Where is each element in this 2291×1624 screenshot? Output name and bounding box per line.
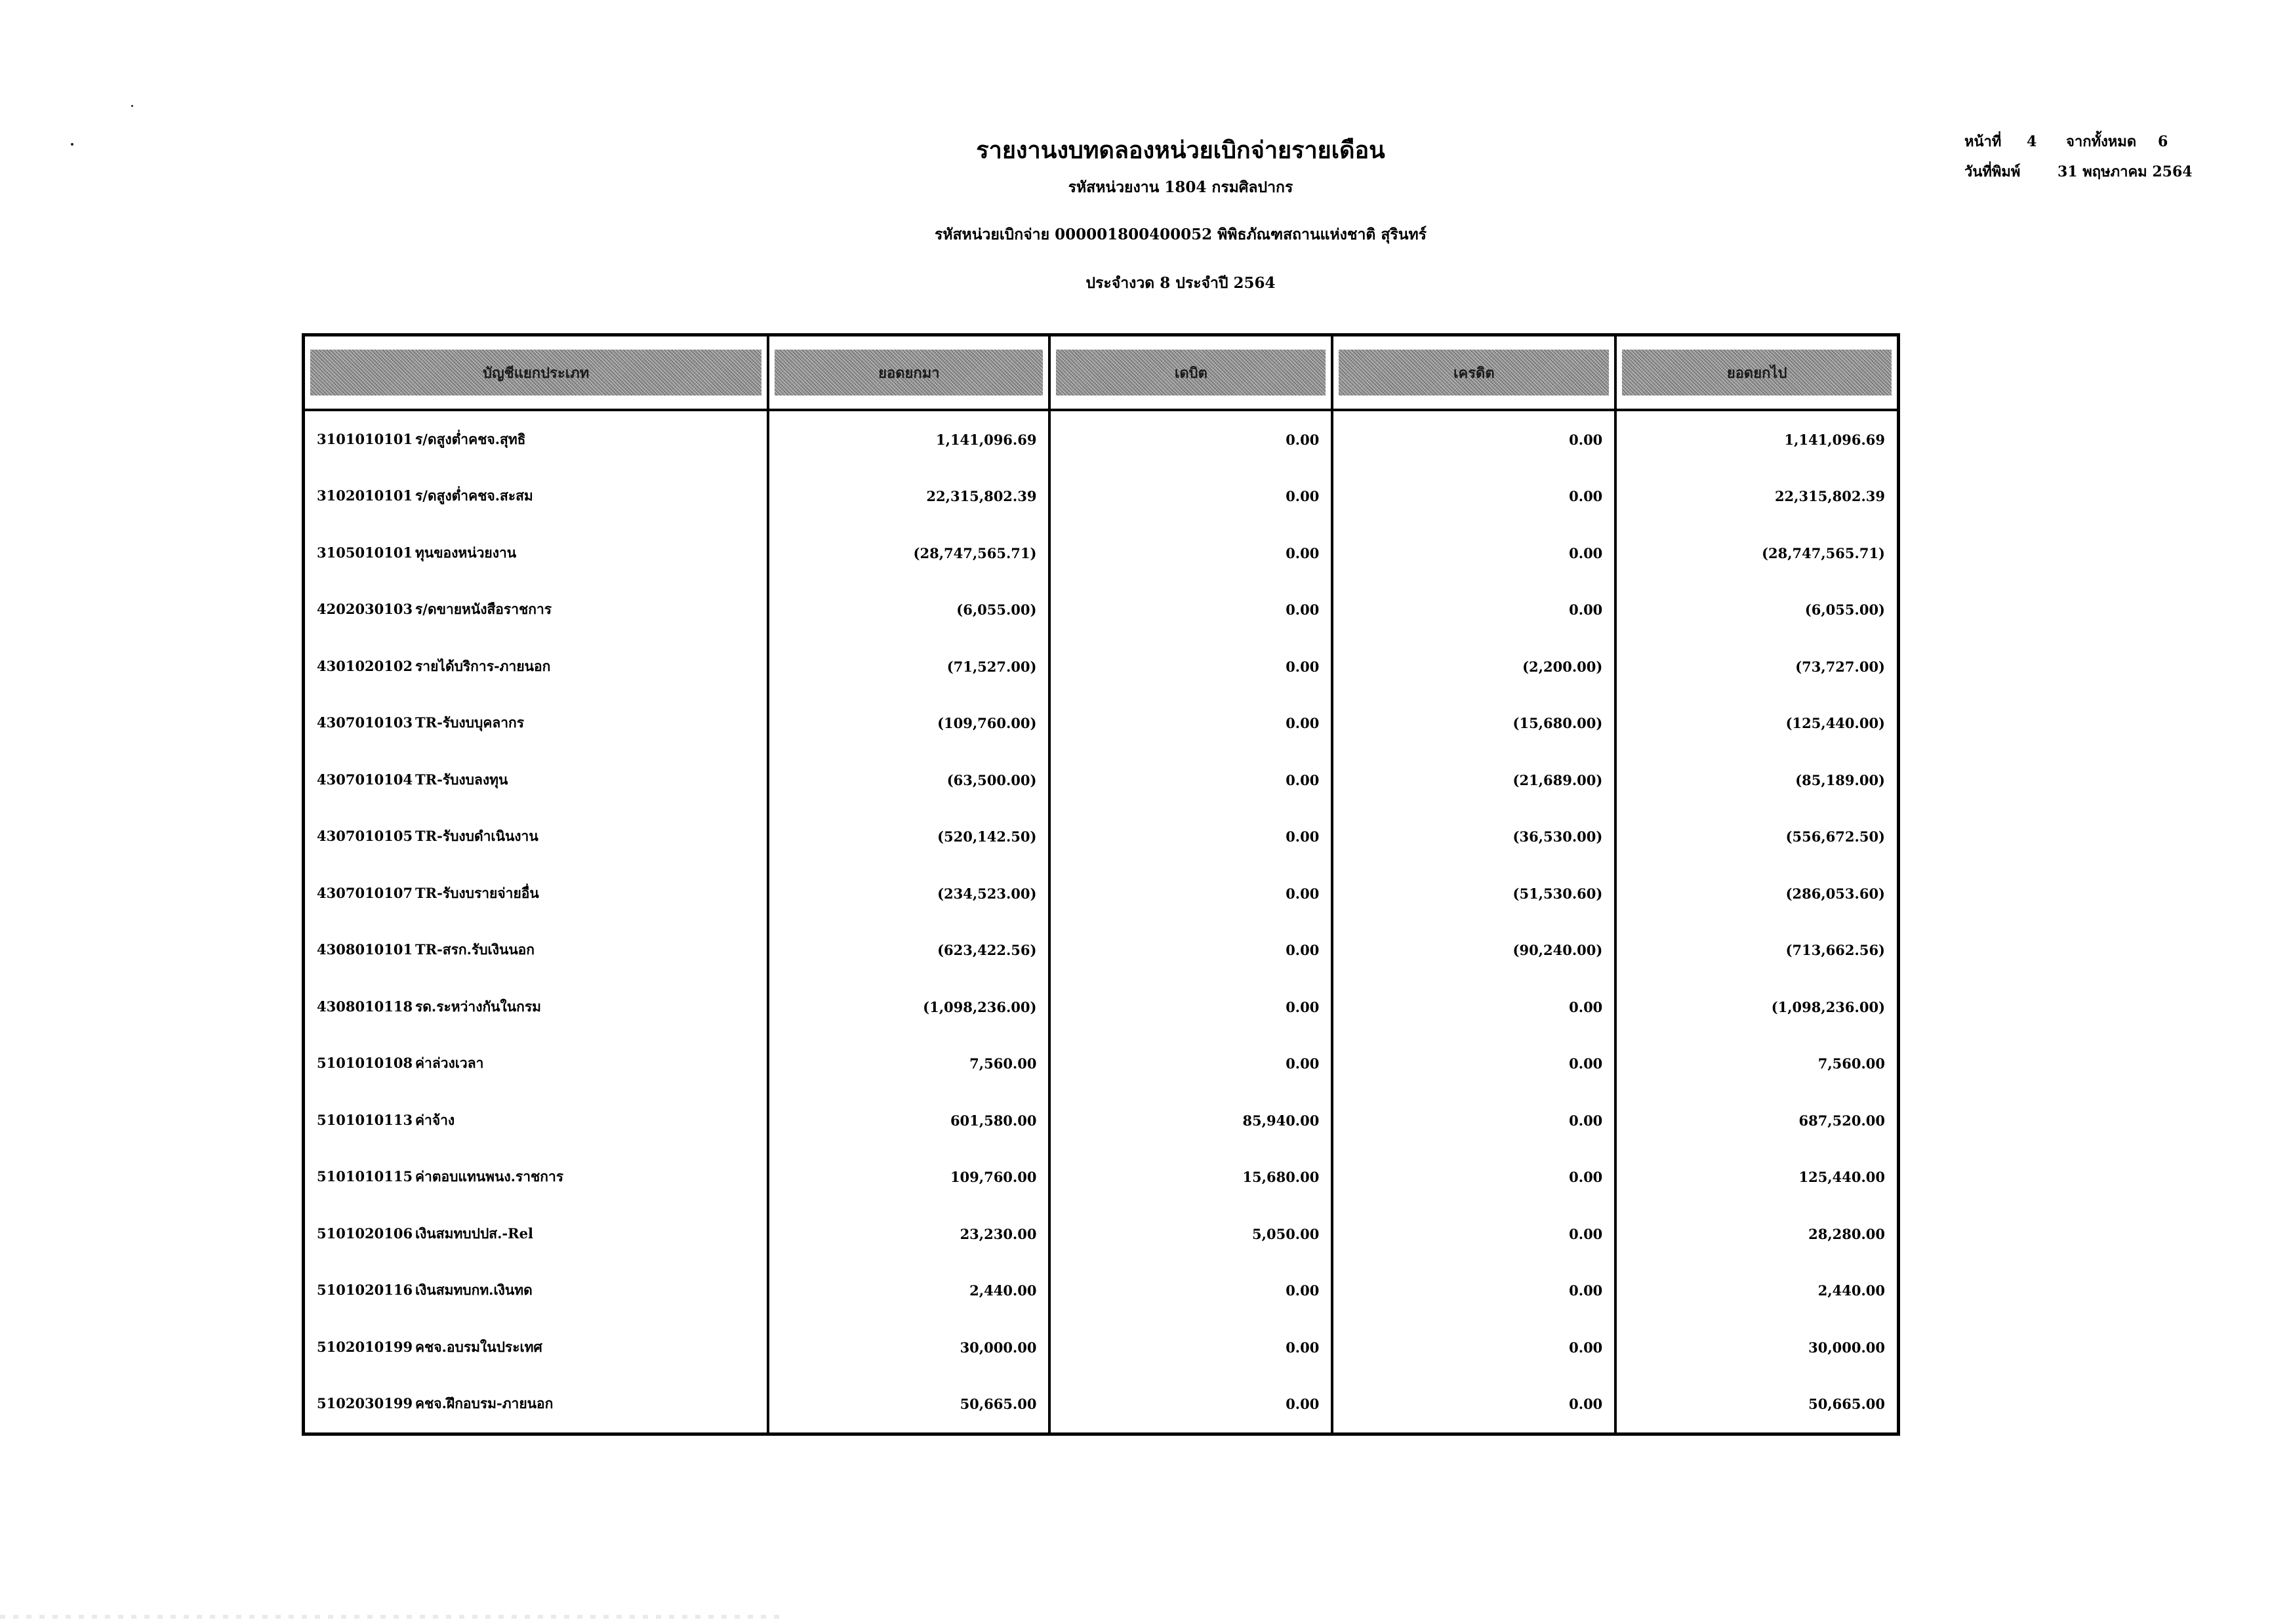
table-row bbox=[304, 1206, 1899, 1263]
account-code: 4308010118 bbox=[317, 998, 413, 1015]
scan-speck bbox=[131, 105, 133, 107]
brought-forward-cell: 7,560.00 bbox=[768, 1036, 1049, 1093]
credit-cell: 0.00 bbox=[1332, 468, 1615, 525]
account-cell bbox=[304, 638, 769, 695]
brought-forward-cell: (109,760.00) bbox=[768, 695, 1049, 752]
account-cell bbox=[304, 922, 769, 979]
table-header-row bbox=[304, 335, 1899, 411]
carried-forward-cell: (28,747,565.71) bbox=[1615, 525, 1898, 582]
credit-cell: (51,530.60) bbox=[1332, 865, 1615, 922]
carried-forward-cell: 50,665.00 bbox=[1615, 1376, 1898, 1434]
account-name: TR-รับงบรายจ่ายอื่น bbox=[415, 884, 539, 901]
col-header-carried-forward: ยอดยกไป bbox=[1615, 335, 1898, 411]
brought-forward-cell: 22,315,802.39 bbox=[768, 468, 1049, 525]
brought-forward-cell: (234,523.00) bbox=[768, 865, 1049, 922]
table-row bbox=[304, 1149, 1899, 1206]
col-header-credit: เครดิต bbox=[1332, 335, 1615, 411]
account-code: 5101020106 bbox=[317, 1225, 413, 1242]
debit-cell: 0.00 bbox=[1049, 865, 1332, 922]
credit-cell: 0.00 bbox=[1332, 582, 1615, 639]
debit-cell: 0.00 bbox=[1049, 922, 1332, 979]
account-code: 3102010101 bbox=[317, 487, 413, 504]
table-row bbox=[304, 525, 1899, 582]
account-cell bbox=[304, 468, 769, 525]
agency-line: รหัสหน่วยงาน 1804 กรมศิลปากร bbox=[1068, 178, 1293, 196]
col-header-debit: เดบิต bbox=[1049, 335, 1332, 411]
carried-forward-cell: 2,440.00 bbox=[1615, 1263, 1898, 1320]
account-cell bbox=[304, 1206, 769, 1263]
debit-cell: 0.00 bbox=[1049, 582, 1332, 639]
account-cell bbox=[304, 582, 769, 639]
account-cell bbox=[304, 1149, 769, 1206]
carried-forward-cell: (73,727.00) bbox=[1615, 638, 1898, 695]
account-code: 5102010199 bbox=[317, 1338, 413, 1355]
credit-cell: (2,200.00) bbox=[1332, 638, 1615, 695]
brought-forward-cell: 1,141,096.69 bbox=[768, 410, 1049, 468]
account-cell bbox=[304, 865, 769, 922]
brought-forward-cell: (71,527.00) bbox=[768, 638, 1049, 695]
total-pages: 6 bbox=[2158, 133, 2168, 150]
account-name: TR-รับงบลงทุน bbox=[415, 771, 508, 788]
account-name: รด.ระหว่างกันในกรม bbox=[415, 998, 541, 1015]
scan-speck bbox=[71, 143, 73, 146]
table-row bbox=[304, 1319, 1899, 1376]
debit-cell: 0.00 bbox=[1049, 410, 1332, 468]
table-row bbox=[304, 1036, 1899, 1093]
account-name: TR-รับงบบุคลากร bbox=[415, 714, 525, 731]
table-row bbox=[304, 865, 1899, 922]
debit-cell: 85,940.00 bbox=[1049, 1092, 1332, 1149]
brought-forward-cell: 50,665.00 bbox=[768, 1376, 1049, 1434]
report-title: รายงานงบทดลองหน่วยเบิกจ่ายรายเดือน bbox=[976, 136, 1385, 164]
account-name: ร/ดสูงต่ำคชจ.สะสม bbox=[415, 487, 533, 504]
account-cell bbox=[304, 1092, 769, 1149]
carried-forward-cell: 28,280.00 bbox=[1615, 1206, 1898, 1263]
carried-forward-cell: (556,672.50) bbox=[1615, 809, 1898, 866]
table-row bbox=[304, 1263, 1899, 1320]
table-row bbox=[304, 582, 1899, 639]
account-cell bbox=[304, 525, 769, 582]
credit-cell: 0.00 bbox=[1332, 525, 1615, 582]
debit-cell: 0.00 bbox=[1049, 752, 1332, 809]
account-cell bbox=[304, 695, 769, 752]
debit-cell: 0.00 bbox=[1049, 1376, 1332, 1434]
debit-cell: 0.00 bbox=[1049, 1263, 1332, 1320]
col-header-account: บัญชีแยกประเภท bbox=[304, 335, 769, 411]
carried-forward-cell: 1,141,096.69 bbox=[1615, 410, 1898, 468]
account-code: 4307010107 bbox=[317, 884, 413, 901]
page-number: 4 bbox=[2027, 133, 2037, 150]
print-date bbox=[1964, 160, 2193, 183]
account-code: 3105010101 bbox=[317, 544, 413, 561]
brought-forward-cell: 109,760.00 bbox=[768, 1149, 1049, 1206]
carried-forward-cell: 7,560.00 bbox=[1615, 1036, 1898, 1093]
credit-cell: (36,530.00) bbox=[1332, 809, 1615, 866]
carried-forward-cell: 22,315,802.39 bbox=[1615, 468, 1898, 525]
account-name: TR-สรก.รับเงินนอก bbox=[415, 941, 535, 958]
account-code: 4307010103 bbox=[317, 714, 413, 731]
account-code: 4307010104 bbox=[317, 771, 413, 788]
account-name: เงินสมทบกท.เงินทด bbox=[415, 1282, 533, 1299]
account-name: ทุนของหน่วยงาน bbox=[415, 544, 517, 561]
table-row bbox=[304, 1376, 1899, 1434]
account-name: คชจ.ฝึกอบรม-ภายนอก bbox=[415, 1395, 554, 1412]
account-name: ค่าล่วงเวลา bbox=[415, 1055, 484, 1072]
disbursing-unit-line: รหัสหน่วยเบิกจ่าย 000001800400052 พิพิธภัณฑสถานแห่งชาติ สุรินทร์ bbox=[934, 226, 1427, 243]
brought-forward-cell: 23,230.00 bbox=[768, 1206, 1049, 1263]
account-code: 5101020116 bbox=[317, 1282, 413, 1299]
credit-cell: 0.00 bbox=[1332, 1376, 1615, 1434]
print-date-label: วันที่พิมพ์ bbox=[1964, 163, 2021, 180]
account-cell bbox=[304, 1263, 769, 1320]
debit-cell: 0.00 bbox=[1049, 1036, 1332, 1093]
table-row bbox=[304, 410, 1899, 468]
carried-forward-cell: 125,440.00 bbox=[1615, 1149, 1898, 1206]
table-row bbox=[304, 979, 1899, 1036]
credit-cell: 0.00 bbox=[1332, 1319, 1615, 1376]
credit-cell: 0.00 bbox=[1332, 1092, 1615, 1149]
account-name: รายได้บริการ-ภายนอก bbox=[415, 657, 551, 674]
brought-forward-cell: (520,142.50) bbox=[768, 809, 1049, 866]
page-label: หน้าที่ bbox=[1964, 133, 2002, 150]
account-code: 5101010108 bbox=[317, 1055, 413, 1072]
account-code: 5101010115 bbox=[317, 1168, 413, 1185]
carried-forward-cell: 687,520.00 bbox=[1615, 1092, 1898, 1149]
brought-forward-cell: 30,000.00 bbox=[768, 1319, 1049, 1376]
carried-forward-cell: (713,662.56) bbox=[1615, 922, 1898, 979]
debit-cell: 0.00 bbox=[1049, 1319, 1332, 1376]
account-code: 4307010105 bbox=[317, 828, 413, 845]
table-row bbox=[304, 695, 1899, 752]
brought-forward-cell: 2,440.00 bbox=[768, 1263, 1049, 1320]
account-cell bbox=[304, 1376, 769, 1434]
account-code: 5102030199 bbox=[317, 1395, 413, 1412]
account-code: 5101010113 bbox=[317, 1111, 413, 1128]
debit-cell: 0.00 bbox=[1049, 638, 1332, 695]
credit-cell: 0.00 bbox=[1332, 1263, 1615, 1320]
debit-cell: 0.00 bbox=[1049, 979, 1332, 1036]
debit-cell: 0.00 bbox=[1049, 525, 1332, 582]
account-code: 4301020102 bbox=[317, 657, 413, 674]
credit-cell: 0.00 bbox=[1332, 1206, 1615, 1263]
account-cell bbox=[304, 809, 769, 866]
brought-forward-cell: (623,422.56) bbox=[768, 922, 1049, 979]
account-cell bbox=[304, 752, 769, 809]
credit-cell: 0.00 bbox=[1332, 410, 1615, 468]
account-cell bbox=[304, 410, 769, 468]
table-row bbox=[304, 638, 1899, 695]
credit-cell: (15,680.00) bbox=[1332, 695, 1615, 752]
brought-forward-cell: 601,580.00 bbox=[768, 1092, 1049, 1149]
debit-cell: 0.00 bbox=[1049, 695, 1332, 752]
account-name: ค่าตอบแทนพนง.ราชการ bbox=[415, 1168, 564, 1185]
page-indicator bbox=[1964, 130, 2168, 153]
account-cell bbox=[304, 979, 769, 1036]
total-label: จากทั้งหมด bbox=[2066, 133, 2137, 150]
carried-forward-cell: (286,053.60) bbox=[1615, 865, 1898, 922]
account-name: TR-รับงบดำเนินงาน bbox=[415, 828, 538, 845]
carried-forward-cell: 30,000.00 bbox=[1615, 1319, 1898, 1376]
account-code: 3101010101 bbox=[317, 430, 413, 447]
account-name: เงินสมทบปปส.-Rel bbox=[415, 1225, 533, 1242]
table-row bbox=[304, 809, 1899, 866]
account-code: 4202030103 bbox=[317, 601, 413, 618]
account-name: ร/ดสูงต่ำคชจ.สุทธิ bbox=[415, 430, 526, 447]
brought-forward-cell: (63,500.00) bbox=[768, 752, 1049, 809]
table-row bbox=[304, 468, 1899, 525]
debit-cell: 0.00 bbox=[1049, 809, 1332, 866]
debit-cell: 15,680.00 bbox=[1049, 1149, 1332, 1206]
carried-forward-cell: (85,189.00) bbox=[1615, 752, 1898, 809]
print-date-value: 31 พฤษภาคม 2564 bbox=[2058, 163, 2193, 180]
account-name: คชจ.อบรมในประเทศ bbox=[415, 1338, 542, 1355]
trial-balance-table bbox=[302, 333, 1900, 1436]
brought-forward-cell: (6,055.00) bbox=[768, 582, 1049, 639]
table-row bbox=[304, 922, 1899, 979]
carried-forward-cell: (6,055.00) bbox=[1615, 582, 1898, 639]
table-row bbox=[304, 752, 1899, 809]
carried-forward-cell: (1,098,236.00) bbox=[1615, 979, 1898, 1036]
table-row bbox=[304, 1092, 1899, 1149]
credit-cell: 0.00 bbox=[1332, 979, 1615, 1036]
account-code: 4308010101 bbox=[317, 941, 413, 958]
account-cell bbox=[304, 1036, 769, 1093]
period-line: ประจำงวด 8 ประจำปี 2564 bbox=[1085, 274, 1276, 292]
credit-cell: 0.00 bbox=[1332, 1036, 1615, 1093]
col-header-brought-forward: ยอดยกมา bbox=[768, 335, 1049, 411]
brought-forward-cell: (1,098,236.00) bbox=[768, 979, 1049, 1036]
brought-forward-cell: (28,747,565.71) bbox=[768, 525, 1049, 582]
carried-forward-cell: (125,440.00) bbox=[1615, 695, 1898, 752]
credit-cell: (21,689.00) bbox=[1332, 752, 1615, 809]
account-name: ค่าจ้าง bbox=[415, 1111, 455, 1128]
account-cell bbox=[304, 1319, 769, 1376]
debit-cell: 0.00 bbox=[1049, 468, 1332, 525]
account-name: ร/ดขายหนังสือราชการ bbox=[415, 601, 552, 618]
credit-cell: (90,240.00) bbox=[1332, 922, 1615, 979]
debit-cell: 5,050.00 bbox=[1049, 1206, 1332, 1263]
scan-artifact bbox=[0, 1615, 787, 1619]
credit-cell: 0.00 bbox=[1332, 1149, 1615, 1206]
